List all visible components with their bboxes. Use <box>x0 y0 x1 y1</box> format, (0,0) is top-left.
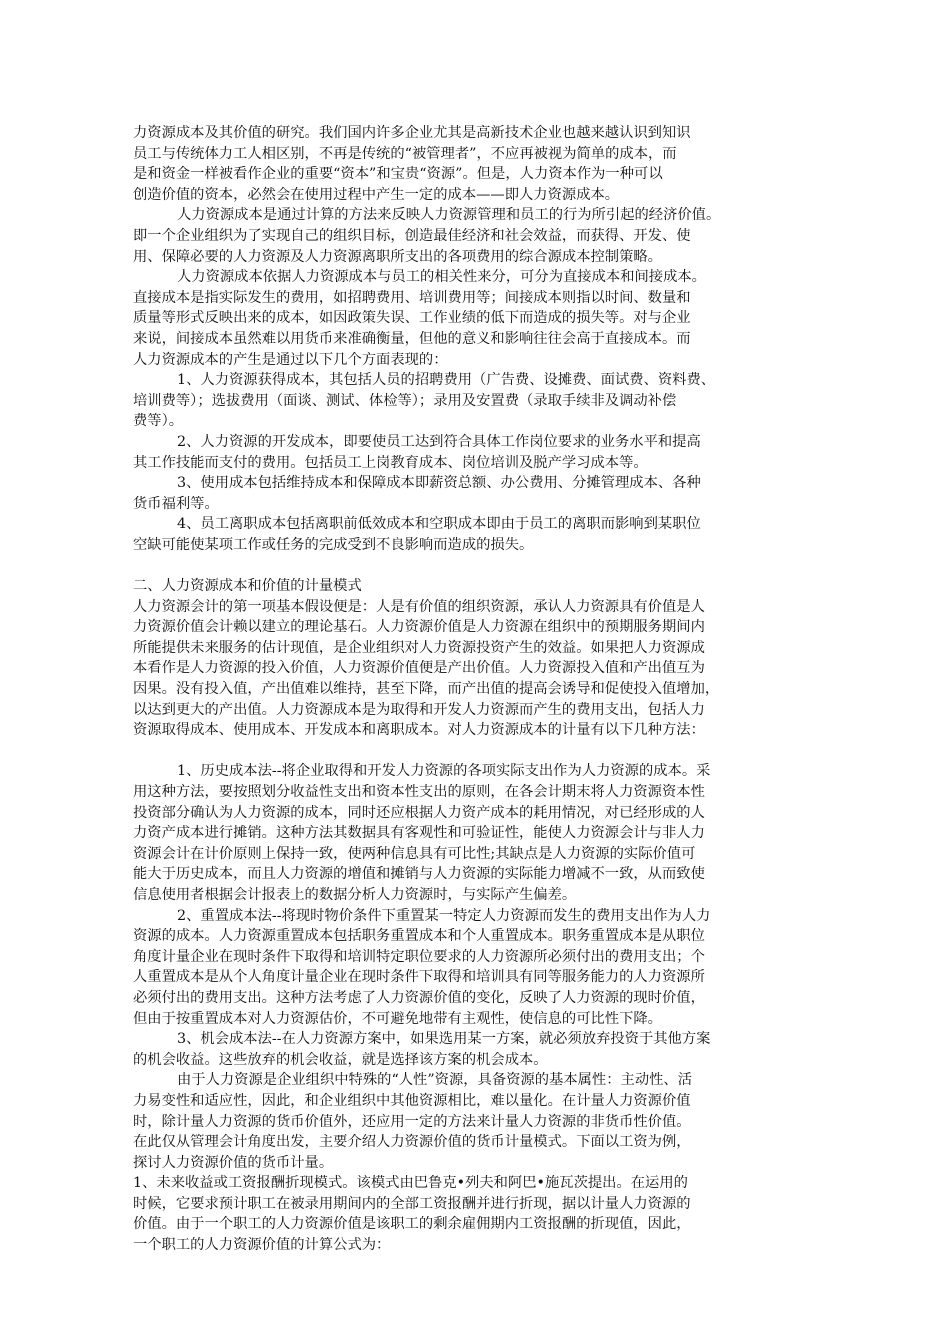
text-line: 力资源成本及其价值的研究。我们国内许多企业尤其是高新技术企业也越来越认识到知识 <box>133 125 691 141</box>
paragraph <box>133 123 823 205</box>
text-line: 但由于按重置成本对人力资源估价，不可避免地带有主观性，使信息的可比性下降。 <box>133 1010 662 1027</box>
text-line: 人力资源成本的产生是通过以下几个方面表现的： <box>133 351 448 368</box>
text-line: 1、人力资源获得成本，其包括人员的招聘费用（广告费、设摊费、面试费、资料费、 <box>177 372 716 389</box>
paragraph <box>133 1173 823 1255</box>
paragraph <box>133 514 823 555</box>
text-line: 员工与传统体力工人相区别，不再是传统的“被管理者”，不应再被视为简单的成本，而 <box>133 145 677 162</box>
text-line: 来说，间接成本虽然难以用货币来准确衡量，但他的意义和影响往往会高于直接成本。而 <box>133 330 691 347</box>
text-line: 4、员工离职成本包括离职前低效成本和空职成本即由于员工的离职而影响到某职位 <box>177 516 701 533</box>
text-line: 探讨人力资源价值的货币计量。 <box>133 1154 334 1171</box>
text-line: 3、机会成本法--在人力资源方案中，如果选用某一方案，就必须放弃投资于其他方案 <box>177 1031 711 1048</box>
blank-line <box>133 555 823 576</box>
text-line: 因果。没有投入值，产出值难以维持，甚至下降，而产出值的提高会诱导和促使投入值增加， <box>133 681 720 698</box>
paragraph <box>133 432 823 473</box>
paragraph <box>133 370 823 432</box>
text-line: 人力资源会计的第一项基本假设便是：人是有价值的组织资源，承认人力资源具有价值是人 <box>133 598 705 615</box>
text-line: 人力资源成本是通过计算的方法来反映人力资源管理和员工的行为所引起的经济价值。 <box>177 207 721 224</box>
text-line: 费等）。 <box>133 413 184 430</box>
paragraph <box>133 906 823 1030</box>
document-body <box>133 123 823 1256</box>
text-line: 一个职工的人力资源价值的计算公式为： <box>133 1237 391 1254</box>
text-line: 人力资源成本依据人力资源成本与员工的相关性来分，可分为直接成本和间接成本。 <box>177 269 706 286</box>
text-line: 力资产成本进行摊销。这种方法其数据具有客观性和可验证性，能使人力资源会计与非人力 <box>133 825 705 842</box>
text-line: 用这种方法，要按照划分收益性支出和资本性支出的原则，在各会计期末将人力资源资本性 <box>133 784 705 800</box>
text-line: 资源会计在计价原则上保持一致，使两种信息具有可比性;其缺点是人力资源的实际价值可 <box>133 845 696 862</box>
text-line: 的机会收益。这些放弃的机会收益，就是选择该方案的机会成本。 <box>133 1051 548 1068</box>
text-line: 用、保障必要的人力资源及人力资源离职所支出的各项费用的综合源成本控制策略。 <box>133 248 662 265</box>
text-line: 本看作是人力资源的投入价值，人力资源价值便是产出价值。人力资源投入值和产出值互为 <box>133 660 705 677</box>
text-line: 力易变性和适应性，因此，和企业组织中其他资源相比，难以量化。在计量人力资源价值 <box>133 1092 691 1109</box>
paragraph <box>133 761 823 905</box>
text-line: 其工作技能而支付的费用。包括员工上岗教育成本、岗位培训及脱产学习成本等。 <box>133 454 648 471</box>
text-line: 角度计量企业在现时条件下取得和培训特定职位要求的人力资源所必须付出的费用支出；个 <box>133 948 705 965</box>
text-line: 1、历史成本法--将企业取得和开发人力资源的各项实际支出作为人力资源的成本。采 <box>177 763 711 780</box>
text-line: 由于人力资源是企业组织中特殊的“人性”资源，具备资源的基本属性：主动性、活 <box>177 1072 693 1089</box>
paragraph <box>133 576 823 741</box>
paragraph <box>133 267 823 370</box>
text-line: 投资部分确认为人力资源的成本，同时还应根据人力资产成本的耗用情况，对已经形成的人 <box>133 804 705 821</box>
text-line: 时候，它要求预计职工在被录用期间内的全部工资报酬并进行折现，据以计量人力资源的 <box>133 1195 691 1212</box>
text-line: 2、重置成本法--将现时物价条件下重置某一特定人力资源而发生的费用支出作为人力 <box>177 907 711 924</box>
paragraph <box>133 1070 823 1173</box>
text-line: 所能提供未来服务的估计现值，是企业组织对人力资源投资产生的效益。如果把人力资源成 <box>133 639 705 656</box>
text-line: 以达到更大的产出值。人力资源成本是为取得和开发人力资源而产生的费用支出，包括人力 <box>133 701 705 718</box>
text-line: 价值。由于一个职工的人力资源价值是该职工的剩余雇佣期内工资报酬的折现值，因此， <box>133 1216 691 1233</box>
paragraph <box>133 473 823 514</box>
text-line: 空缺可能使某项工作或任务的完成受到不良影响而造成的损失。 <box>133 536 534 553</box>
text-line: 人重置成本是从个人角度计量企业在现时条件下取得和培训具有同等服务能力的人力资源所 <box>133 969 705 986</box>
text-line: 在此仅从管理会计角度出发，主要介绍人力资源价值的货币计量模式。下面以工资为例， <box>133 1134 691 1151</box>
text-line: 2、人力资源的开发成本，即要使员工达到符合具体工作岗位要求的业务水平和提高 <box>177 433 701 450</box>
text-line: 质量等形式反映出来的成本，如因政策失误、工作业绩的低下而造成的损失等。对与企业 <box>133 310 691 327</box>
paragraph <box>133 205 823 267</box>
paragraph <box>133 1029 823 1070</box>
text-line: 货币福利等。 <box>133 495 219 512</box>
text-line: 资源取得成本、使用成本、开发成本和离职成本。对人力资源成本的计量有以下几种方法： <box>133 722 705 739</box>
text-line: 即一个企业组织为了实现自己的组织目标，创造最佳经济和社会效益，而获得、开发、使 <box>133 227 691 244</box>
text-line: 1、未来收益或工资报酬折现模式。该模式由巴鲁克•列夫和阿巴•施瓦茨提出。在运用的 <box>133 1175 688 1192</box>
text-line: 能大于历史成本，而且人力资源的增值和摊销与人力资源的实际能力增减不一致，从而致使 <box>133 866 705 883</box>
text-line: 必须付出的费用支出。这种方法考虑了人力资源价值的变化，反映了人力资源的现时价值， <box>133 989 705 1006</box>
text-line: 二、人力资源成本和价值的计量模式 <box>133 578 362 595</box>
text-line: 直接成本是指实际发生的费用，如招聘费用、培训费用等；间接成本则指以时间、数量和 <box>133 289 691 306</box>
text-line: 力资源价值会计赖以建立的理论基石。人力资源价值是人力资源在组织中的预期服务期间内 <box>133 619 705 636</box>
blank-line <box>133 741 823 762</box>
text-line: 时，除计量人力资源的货币价值外，还应用一定的方法来计量人力资源的非货币性价值。 <box>133 1113 691 1130</box>
text-line: 创造价值的资本，必然会在使用过程中产生一定的成本——即人力资源成本。 <box>133 186 620 203</box>
text-line: 资源的成本。人力资源重置成本包括职务重置成本和个人重置成本。职务重置成本是从职位 <box>133 928 705 945</box>
text-line: 培训费等）；选拔费用（面谈、测试、体检等）；录用及安置费（录取手续非及调动补偿 <box>133 392 677 409</box>
text-line: 3、使用成本包括维持成本和保障成本即薪资总额、办公费用、分摊管理成本、各种 <box>177 475 701 492</box>
text-line: 是和资金一样被看作企业的重要“资本”和宝贵“资源”。但是，人力资本作为一种可以 <box>133 166 663 183</box>
text-line: 信息使用者根据会计报表上的数据分析人力资源时，与实际产生偏差。 <box>133 886 577 903</box>
